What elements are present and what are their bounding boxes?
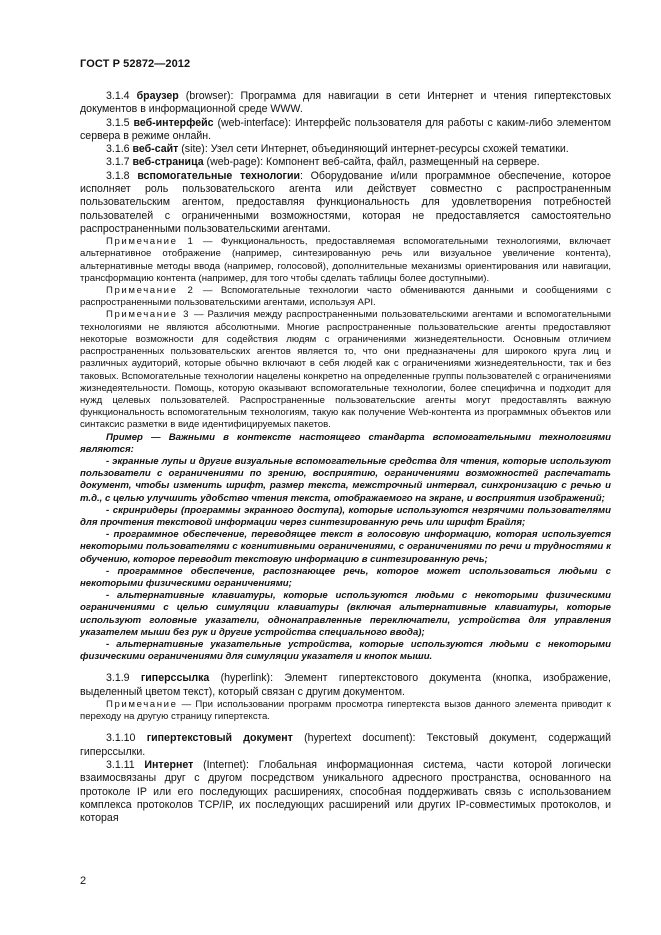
example-item: - альтернативные указательные устройства, которые используются людьми с некоторыми физическими ограничениями для симуляции указателя и кнопок мыши.: [80, 638, 611, 663]
example-item: - экранные лупы и другие визуальные вспомогательные средства для чтения, которые используют пользователи с ограничениями по зрению, восприятию, ограничениями возможностей распечатать документ, чтобы изменить шрифт, размер текста, межстрочный интервал, синхронизацию с речью и т.д., с целью улучшить удобство чтения текста, отображаемого на экране, и восприятия изображений;: [80, 455, 611, 504]
note-text: — Различия между распространенными пользовательскими агентами и вспомогательными технологиями не являются абсолютными. Многие распространенные пользовательские агенты предоставляют некоторые возможности для содействия людям с ограничениями жизнедеятельности. Основным отличием распространенных пользовательских агентов является то, что они предназначены для широкого круга лиц и различных аудиторий, которые обычно включают в себя людей как с ограничениями жизнедеятельности, так и без таковых. Вспомогательные технологии нацелены конкретно на определенные группы пользователей с ограничениями жизнедеятельности. Помощь, которую оказывают вспомогательные технологии, более специфична и подходит для нужд целевых пользователей. Распространенные пользовательские агенты могут предоставлять важную функциональность вспомогательным технологиям, такую как получение Web-контента из программных объектов или синтаксис разметки в виде идентифицируемых пакетов.: [80, 309, 611, 431]
example-item: - программное обеспечение, переводящее текст в голосовую информацию, которая используется некоторыми пользователями с когнитивными ограничениями, с ограничениями по речи и трудностями к обучению, которое переводит текстовую информацию в синтезированную речь;: [80, 529, 611, 565]
document-header-code: ГОСТ Р 52872—2012: [80, 58, 191, 70]
definition-3-1-7: [80, 156, 611, 169]
clause-number: 3.1.7: [106, 156, 130, 169]
term: веб-интерфейс: [133, 116, 214, 129]
clause-number: 3.1.6: [106, 143, 130, 156]
note-3: [80, 309, 611, 431]
definition-text: : Оборудование и/или программное обеспечение, которое исполняет роль пользовательского агента или действует совместно с распространенным пользовательским агентом, предоставляя функциональность для удовлетворения потребностей пользователей с ограниченными возможностями, которая не предоставляется самостоятельно распространенными пользовательскими агентами.: [80, 169, 611, 235]
term: веб-страница: [132, 156, 204, 169]
page-content: [80, 90, 611, 825]
definition-text: (web-interface): Интерфейс пользователя для работы с каким-либо элементом сервера в режиме онлайн.: [80, 116, 611, 142]
definition-text: (site): Узел сети Интернет, объединяющий интернет-ресурсы схожей тематики.: [178, 143, 569, 156]
example-intro: Пример — Важными в контексте настоящего стандарта вспомогательными технологиями являются:: [80, 431, 611, 455]
clause-number: 3.1.8: [106, 169, 130, 182]
clause-number: 3.1.5: [106, 116, 130, 129]
clause-number: 3.1.9: [106, 672, 130, 685]
definition-3-1-9: [80, 672, 611, 699]
example-item: - альтернативные клавиатуры, которые используются людьми с некоторыми физическими ограничениями с целью симуляции клавиатуры (включая альтернативные клавиатуры, которые используют головные указатели, однонаправленные переключатели, устройства для управления указателем мыши без рук и другие устройства специального ввода);: [80, 590, 611, 638]
example-item: - скринридеры (программы экранного доступа), которые используются незрячими пользователями для прочтения текстовой информации через синтезированную речь или шрифт Брайля;: [80, 504, 611, 528]
definition-text: (web-page): Компонент веб-сайта, файл, размещенный на сервере.: [203, 156, 540, 169]
note-label: Примечание 1: [106, 236, 195, 248]
term: гипертекстовый документ: [146, 732, 293, 745]
definition-text: (browser): Программа для навигации в сети Интернет и чтения гипертекстовых документов в информационной среде WWW.: [80, 90, 612, 116]
definition-3-1-4: [80, 90, 611, 117]
term: веб-сайт: [132, 143, 179, 156]
example-item: - программное обеспечение, распознающее речь, которое может использоваться людьми с некоторыми физическими ограничениями;: [80, 565, 611, 589]
definition-text: (Internet): Глобальная информационная система, части которой логически взаимосвязаны друг с другом посредством уникального адресного пространства, основанного на протоколе IP или его последующих расширениях, способная поддерживать связь с использованием комплекса протоколов TCP/IP, их последующих расширений или других IP-совместимых протоколов, и которая: [80, 758, 612, 825]
note-text: — Функциональность, предоставляемая вспомогательными технологиями, включает альтернативное отображение (например, синтезированную речь или визуальное увеличение контента), альтернативные методы ввода (например, голосовой), дополнительные механизмы ориентирования или навигации, трансформацию контента (например, для того чтобы сделать таблицы более доступными).: [80, 236, 611, 284]
note-1: [80, 236, 611, 285]
term: вспомогательные технологии: [137, 169, 300, 182]
note-label: Примечание 2: [106, 285, 195, 297]
clause-number: 3.1.11: [106, 758, 135, 771]
note-text: — Вспомогательные технологии часто обмениваются данными и сообщениями с распространенными пользовательскими агентами, используя API.: [80, 285, 611, 309]
term: Интернет: [144, 758, 194, 771]
note-text: — При использовании программ просмотра гипертекста вызов данного элемента приводит к переходу на другую страницу гипертекста.: [80, 698, 611, 723]
definition-3-1-8: [80, 170, 611, 236]
definition-3-1-11: [80, 759, 611, 825]
definition-3-1-5: [80, 117, 611, 144]
definition-3-1-10: [80, 732, 611, 759]
definition-text: (hypertext document): Текстовый документ, содержащий гиперссылки.: [80, 732, 612, 758]
term: гиперссылка: [140, 672, 210, 685]
page-number: 2: [80, 875, 87, 887]
clause-number: 3.1.10: [106, 732, 136, 745]
note-label: Примечание 3: [106, 309, 191, 321]
definition-3-1-6: [80, 143, 611, 156]
note-2: [80, 285, 611, 309]
note-3-1-9: [80, 699, 611, 723]
note-label: Примечание: [106, 698, 178, 710]
clause-number: 3.1.4: [106, 90, 130, 102]
definition-text: (hyperlink): Элемент гипертекстового документа (кнопка, изображение, выделенный цветом текст), который связан с другим документом.: [80, 672, 611, 698]
term: браузер: [136, 90, 179, 102]
